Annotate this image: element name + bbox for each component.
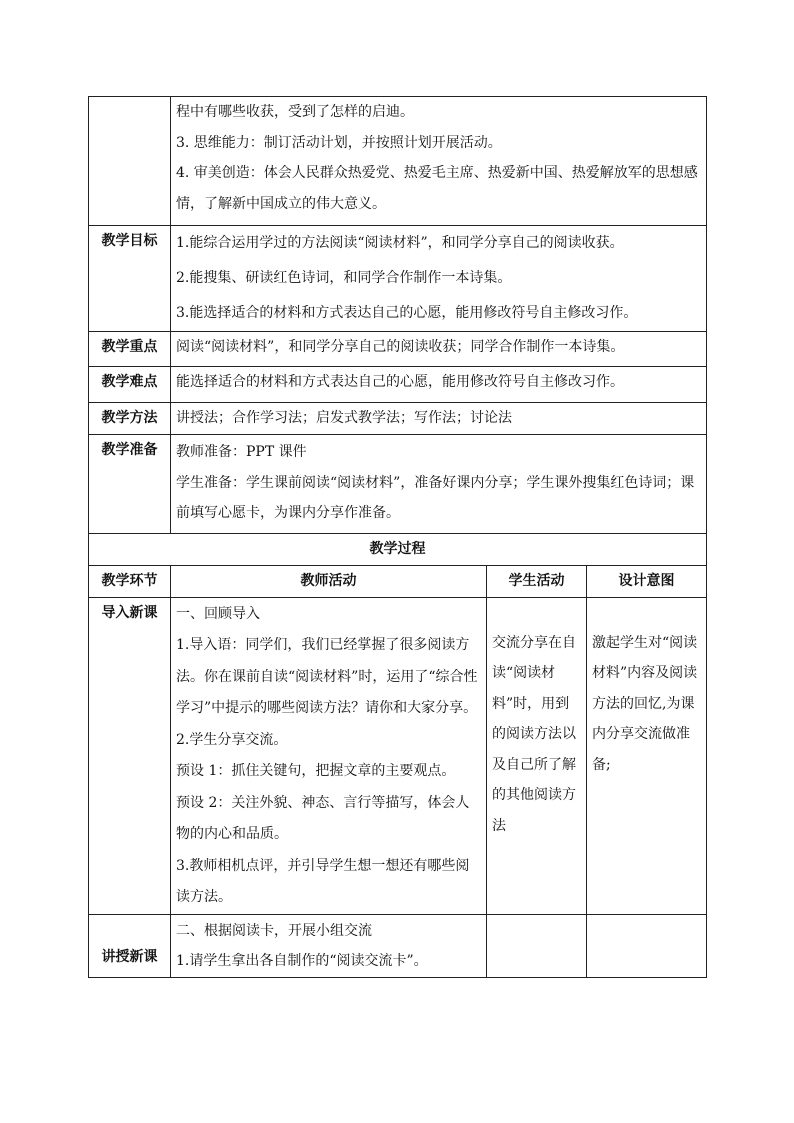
process-row-intro: [89, 597, 707, 914]
preparation-line: 学生准备：学生课前阅读“阅读材料”，准备好课内分享；学生课外搜集红色诗词；课前填写心愿卡，为课内分享作准备。: [176, 474, 695, 521]
header-stage: 教学环节: [89, 565, 171, 597]
methods-label: 教学方法: [89, 403, 171, 435]
teacher-activity-line: 预设 2：关注外貌、神态、言行等描写，体会人物的内心和品质。: [176, 794, 470, 842]
top-section-row: [89, 97, 707, 226]
teacher-activity-line: 1.导入语：同学们，我们已经掌握了很多阅读方法。你在课前自读“阅读材料”时，运用了“综合性学习”中提示的哪些阅读方法？请你和大家分享。: [176, 637, 478, 716]
teacher-activity-line: 一、回顾导入: [176, 605, 260, 622]
process-header-row: [89, 565, 707, 597]
difficulties-row: [89, 367, 707, 403]
teacher-activity-line: 预设 1：抓住关键句，把握文章的主要观点。: [176, 763, 456, 779]
teacher-activity-line: 二、根据阅读卡，开展小组交流: [176, 922, 372, 939]
methods-text: 讲授法；合作学习法；启发式教学法；写作法；讨论法: [171, 403, 707, 435]
top-section-line: 程中有哪些收获，受到了怎样的启迪。: [176, 104, 414, 120]
objective-item: 1.能综合运用学过的方法阅读“阅读材料”，和同学分享自己的阅读收获。: [176, 235, 624, 251]
student-activity-cell: 交流分享在自读“阅读材料”时，用到的阅读方法以及自己所了解的其他阅读方法: [487, 597, 587, 914]
top-section-line: 4. 审美创造：体会人民群众热爱党、热爱毛主席、热爱新中国、热爱解放军的思想感情，了解新中国成立的伟大意义。: [176, 165, 698, 212]
teacher-activity-cell: [171, 914, 487, 977]
preparation-line: 教师准备：PPT 课件: [176, 444, 307, 460]
design-intent-cell: [587, 914, 707, 977]
student-activity-cell: [487, 914, 587, 977]
teacher-activity-line: 2.学生分享交流。: [176, 731, 288, 748]
process-row-new-lesson: [89, 914, 707, 977]
objectives-row: [89, 226, 707, 332]
process-title-row: [89, 533, 707, 565]
teacher-activity-cell: [171, 597, 487, 914]
design-intent-cell: 激起学生对“阅读材料”内容及阅读方法的回忆,为课内分享交流做准备;: [587, 597, 707, 914]
objectives-content: [171, 226, 707, 332]
preparation-label: 教学准备: [89, 435, 171, 534]
stage-label: 讲授新课: [89, 914, 171, 977]
header-design-intent: 设计意图: [587, 565, 707, 597]
preparation-content: [171, 435, 707, 534]
objective-item: 2.能搜集、研读红色诗词，和同学合作制作一本诗集。: [176, 270, 512, 286]
objectives-label: 教学目标: [89, 226, 171, 332]
difficulties-label: 教学难点: [89, 367, 171, 403]
key-points-text: 阅读“阅读材料”，和同学分享自己的阅读收获；同学合作制作一本诗集。: [171, 332, 707, 367]
key-points-row: [89, 332, 707, 367]
methods-row: [89, 403, 707, 435]
teacher-activity-line: 3.教师相机点评，并引导学生想一想还有哪些阅读方法。: [176, 857, 470, 905]
top-section-label-cell: [89, 97, 171, 226]
process-title: 教学过程: [89, 533, 707, 565]
header-student-activity: 学生活动: [487, 565, 587, 597]
preparation-row: [89, 435, 707, 534]
stage-label: 导入新课: [89, 597, 171, 914]
top-section-line: 3. 思维能力：制订活动计划，并按照计划开展活动。: [176, 134, 502, 151]
difficulties-text: 能选择适合的材料和方式表达自己的心愿，能用修改符号自主修改习作。: [171, 367, 707, 403]
top-section-content: [171, 97, 707, 226]
objective-item: 3.能选择适合的材料和方式表达自己的心愿，能用修改符号自主修改习作。: [176, 305, 638, 321]
header-teacher-activity: 教师活动: [171, 565, 487, 597]
key-points-label: 教学重点: [89, 332, 171, 367]
lesson-plan-table: [88, 96, 707, 978]
teacher-activity-line: 1.请学生拿出各自制作的“阅读交流卡”。: [176, 953, 428, 969]
